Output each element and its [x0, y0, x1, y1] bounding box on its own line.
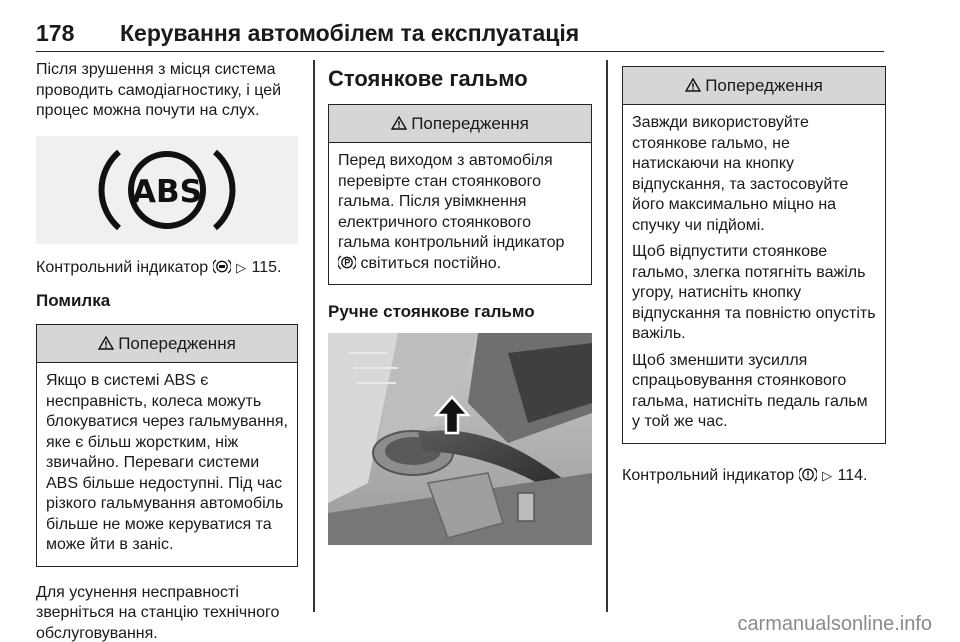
warning-title: Попередження	[118, 333, 236, 353]
warning-box-parking	[328, 104, 592, 285]
handbrake-photo	[328, 333, 592, 545]
section-heading-fault: Помилка	[36, 291, 111, 310]
brake-indicator-icon	[799, 467, 817, 482]
warning-triangle-icon	[685, 78, 701, 92]
warning-text: Якщо в системі ABS є несправність, колеса можуть блокуватися через гальмування, яке є більш жорстким, ніж звичайно. Переваги системи ABS більше недоступні. Під час різкого гальмування автомобіль більше не може керуватися та може йти в заніс.	[46, 372, 288, 553]
indicator-label: Контрольний індикатор	[36, 258, 209, 276]
page-reference[interactable]: 115.	[251, 258, 282, 276]
warning-title: Попередження	[705, 75, 823, 95]
warning-body	[623, 105, 885, 443]
warning-triangle-icon	[391, 116, 407, 130]
column-left	[36, 60, 298, 642]
warning-body	[329, 143, 591, 284]
brake-indicator-line	[622, 466, 886, 487]
page-title: Керування автомобілем та експлуатація	[120, 20, 580, 46]
page-number: 178	[36, 20, 75, 46]
subheading-manual-brake: Ручне стоянкове гальмо	[328, 302, 535, 321]
warning-header	[329, 105, 591, 143]
warning-text-2: Щоб відпустити стоянкове гальмо, злегка потягніть важіль угору, натисніть кнопку відпускання та повністю опустіть важіль.	[632, 243, 876, 342]
warning-box-abs	[36, 324, 298, 567]
page-header	[36, 18, 884, 52]
warning-box-usage	[622, 66, 886, 444]
abs-indicator-line	[36, 258, 298, 279]
watermark: carmanualsonline.info	[737, 613, 932, 635]
reference-arrow-icon: ▷	[236, 259, 247, 275]
abs-indicator-icon	[97, 144, 237, 236]
parking-brake-icon	[338, 255, 356, 270]
abs-figure-label: ABS	[132, 173, 202, 210]
reference-arrow-icon: ▷	[822, 467, 833, 483]
column-divider	[313, 60, 315, 612]
warning-text: Перед виходом з автомобіля перевірте стан стоянкового гальма. Після увімкнення електричного стоянкового гальма контрольний індикатор світиться постійно.	[338, 152, 565, 272]
section-heading-parking-brake: Стоянкове гальмо	[328, 66, 528, 91]
handbrake-illustration	[328, 333, 592, 545]
intro-paragraph: Після зрушення з місця система проводить самодіагностику, і цей процес можна почути на слух.	[36, 61, 282, 119]
warning-triangle-icon	[98, 336, 114, 350]
abs-figure	[36, 136, 298, 244]
warning-text-3: Щоб зменшити зусилля спрацьовування стоянкового гальма, натисніть педаль гальм у той же час.	[632, 351, 868, 430]
indicator-label: Контрольний індикатор	[622, 466, 795, 484]
warning-header	[623, 67, 885, 105]
warning-body	[37, 363, 297, 566]
page-reference[interactable]: 114.	[837, 466, 868, 484]
abs-small-icon	[213, 259, 231, 274]
column-divider	[606, 60, 608, 612]
column-right	[622, 60, 886, 486]
warning-title: Попередження	[411, 113, 529, 133]
warning-header	[37, 325, 297, 363]
service-paragraph: Для усунення несправності зверніться на станцію технічного обслуговування.	[36, 583, 280, 642]
column-middle	[328, 60, 592, 545]
warning-text-1: Завжди використовуйте стоянкове гальмо, не натискаючи на кнопку відпускання, та застосовуйте його максимально міцно на спучку чи підйомі.	[632, 114, 849, 234]
